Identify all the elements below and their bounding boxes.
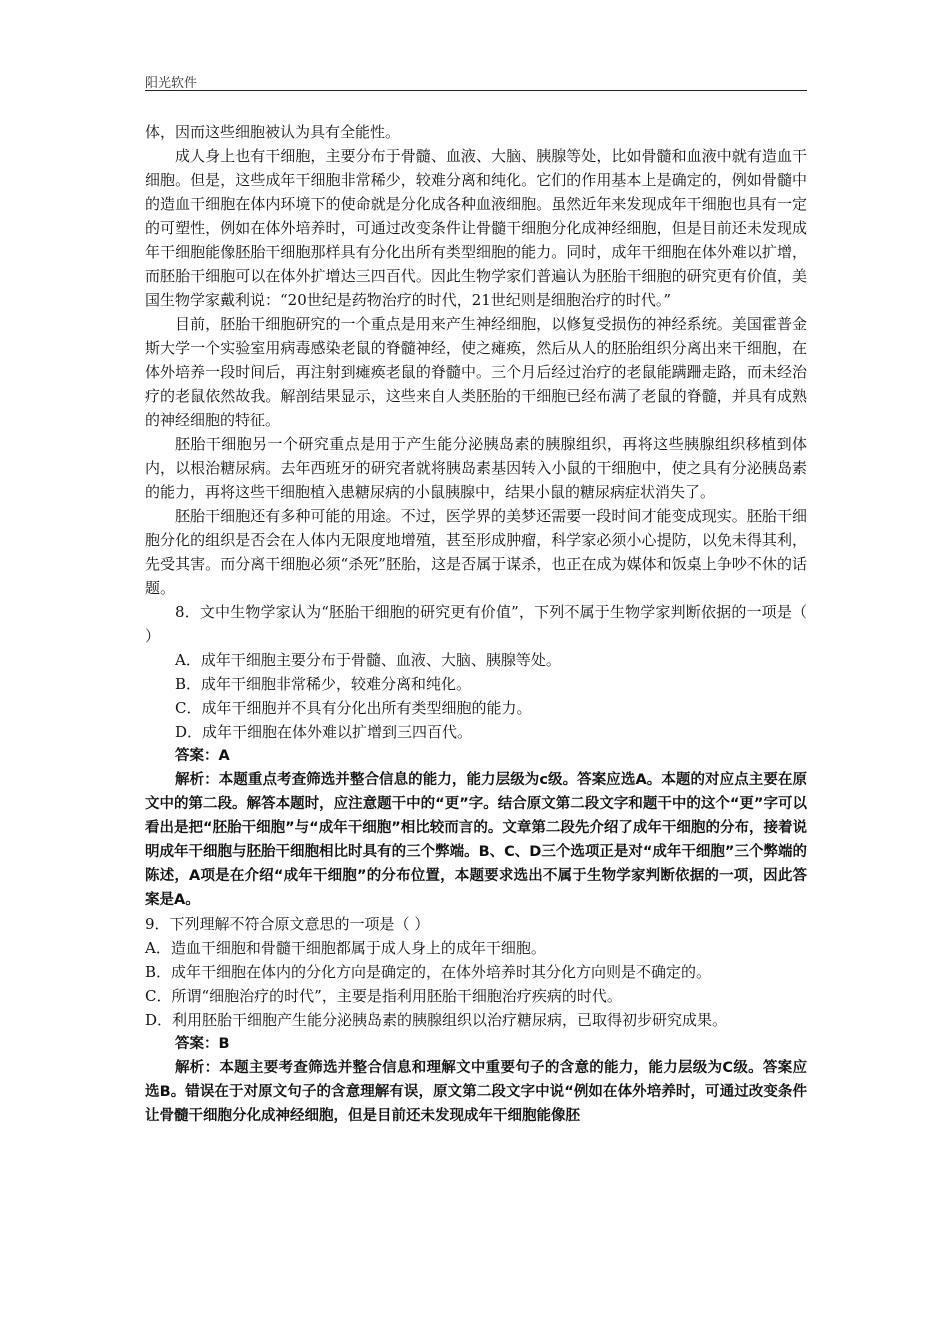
header-title: 阳光软件 <box>145 76 198 91</box>
question-9-option-c: C．所谓“细胞治疗的时代”，主要是指利用胚胎干细胞治疗疾病的时代。 <box>145 987 622 1005</box>
document-body <box>145 120 807 1128</box>
question-9-analysis: 解析：本题主要考查筛选并整合信息和理解文中重要句子的含意的能力，能力层级为C级。答案应选B。错误在于对原文句子的含意理解有误，原文第二段文字中说“例如在体外培养时，可通过改变条件让骨髓干细胞分化成神经细胞，但是目前还未发现成年干细胞能像胚 <box>145 1060 807 1124</box>
paragraph-2: 目前，胚胎干细胞研究的一个重点是用来产生神经细胞，以修复受损伤的神经系统。美国霍普金斯大学一个实验室用病毒感染老鼠的脊髓神经，使之瘫痪，然后从人的胚胎组织分离出来干细胞，在体外培养一段时间后，再注射到瘫痪老鼠的脊髓中。三个月后经过治疗的老鼠能蹒跚走路，而未经治疗的老鼠依然故我。解剖结果显示，这些来自人类胚胎的干细胞已经布满了老鼠的脊髓，并具有成熟的神经细胞的特征。 <box>145 315 807 429</box>
question-8-answer: 答案：A <box>175 748 230 764</box>
question-9-option-b: B．成年干细胞在体内的分化方向是确定的，在体外培养时其分化方向则是不确定的。 <box>145 963 712 981</box>
question-9-option-a: A．造血干细胞和骨髓干细胞都属于成人身上的成年干细胞。 <box>145 939 546 957</box>
question-8-analysis: 解析：本题重点考查筛选并整合信息的能力，能力层级为c级。答案应选A。本题的对应点主要在原文中的第二段。解答本题时，应注意题干中的“更”字。结合原文第二段文字和题干中的这个“更”字可以看出是把“胚胎干细胞”与“成年干细胞”相比较而言的。文章第二段先介绍了成年干细胞的分布，接着说明成年干细胞与胚胎干细胞相比时具有的三个弊端。B、C、D三个选项正是对“成年干细胞”三个弊端的陈述，A项是在介绍“成年干细胞”的分布位置，本题要求选出不属于生物学家判断依据的一项，因此答案是A。 <box>145 772 807 908</box>
paragraph-1: 成人身上也有干细胞，主要分布于骨髓、血液、大脑、胰腺等处，比如骨髓和血液中就有造血干细胞。但是，这些成年干细胞非常稀少，较难分离和纯化。它们的作用基本上是确定的，例如骨髓中的造血干细胞在体内环境下的使命就是分化成各种血液细胞。虽然近年来发现成年干细胞也具有一定的可塑性，例如在体外培养时，可通过改变条件让骨髓干细胞分化成神经细胞，但是目前还未发现成年干细胞能像胚胎干细胞那样具有分化出所有类型细胞的能力。同时，成年干细胞在体外难以扩增，而胚胎干细胞可以在体外扩增达三四百代。因此生物学家们普遍认为胚胎干细胞的研究更有价值，美国生物学家戴利说：“20世纪是药物治疗的时代，21世纪则是细胞治疗的时代。” <box>145 147 807 309</box>
question-8-option-c: C．成年干细胞并不具有分化出所有类型细胞的能力。 <box>175 699 532 717</box>
question-8-option-b: B．成年干细胞非常稀少，较难分离和纯化。 <box>175 675 472 693</box>
page-header <box>145 70 807 91</box>
question-8-option-a: A．成年干细胞主要分布于骨髓、血液、大脑、胰腺等处。 <box>175 651 561 669</box>
question-8-stem: 8．文中生物学家认为“胚胎干细胞的研究更有价值”，下列不属于生物学家判断依据的一项是（ ） <box>145 603 807 645</box>
paragraph-0: 体，因而这些细胞被认为具有全能性。 <box>145 123 401 141</box>
question-9-answer: 答案：B <box>175 1036 230 1052</box>
paragraph-3: 胚胎干细胞另一个研究重点是用于产生能分泌胰岛素的胰腺组织，再将这些胰腺组织移植到体内，以根治糖尿病。去年西班牙的研究者就将胰岛素基因转入小鼠的干细胞中，使之具有分泌胰岛素的能力，再将这些干细胞植入患糖尿病的小鼠胰腺中，结果小鼠的糖尿病症状消失了。 <box>145 435 807 501</box>
paragraph-4: 胚胎干细胞还有多种可能的用途。不过，医学界的美梦还需要一段时间才能变成现实。胚胎干细胞分化的组织是否会在人体内无限度地增殖，甚至形成肿瘤，科学家必须小心提防，以免未得其利，先受其害。而分离干细胞必须“杀死”胚胎，这是否属于谋杀，也正在成为媒体和饭桌上争吵不休的话题。 <box>145 507 807 597</box>
question-9-option-d: D．利用胚胎干细胞产生能分泌胰岛素的胰腺组织以治疗糖尿病，已取得初步研究成果。 <box>145 1011 728 1029</box>
question-8-option-d: D．成年干细胞在体外难以扩增到三四百代。 <box>175 723 473 741</box>
question-9-stem: 9．下列理解不符合原文意思的一项是（ ） <box>145 915 430 933</box>
